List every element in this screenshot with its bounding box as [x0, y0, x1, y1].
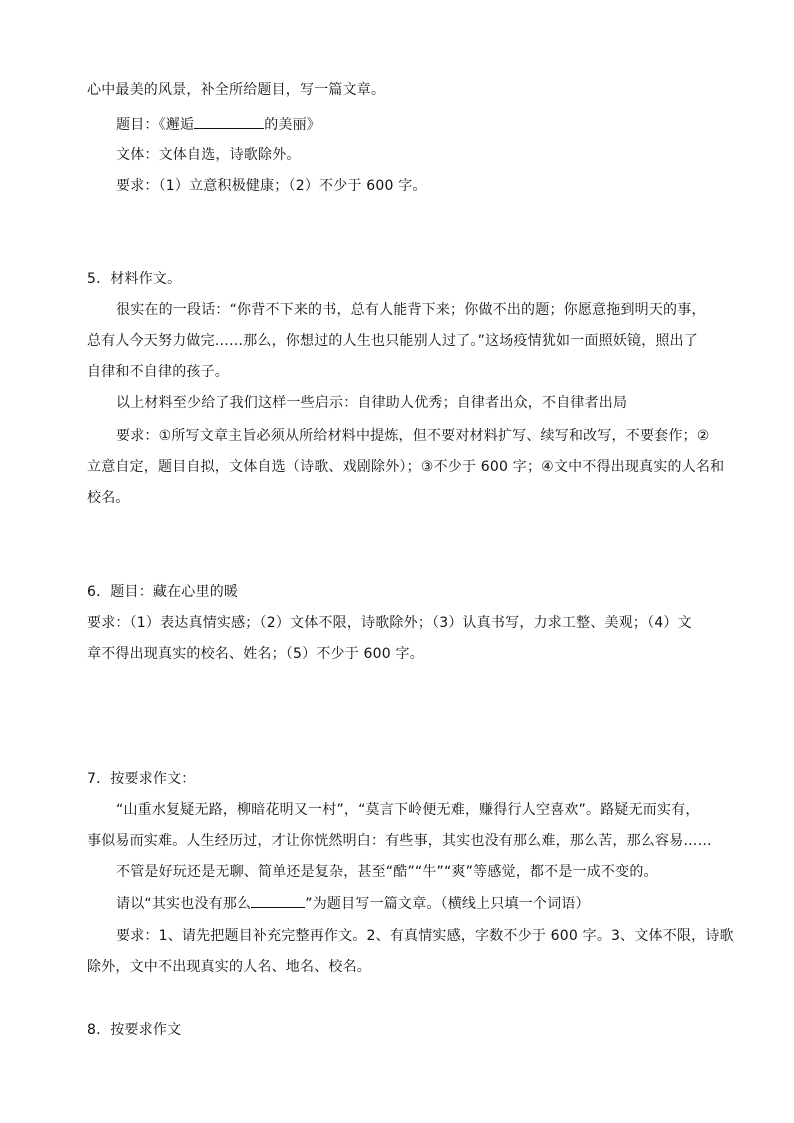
s7-para1-line2: 事似易而实难。人生经历过，才让你恍然明白：有些事，其实也没有那么难，那么苦，那么容易…… [87, 833, 712, 849]
s5-material-line3: 自律和不自律的孩子。 [87, 364, 229, 380]
s5-req-line1: 要求：①所写文章主旨必须从所给材料中提炼，但不要对材料扩写、续写和改写，不要套作；② [116, 428, 710, 444]
s5-insight: 以上材料至少给了我们这样一些启示：自律助人优秀；自律者出众，不自律者出局 [116, 395, 628, 411]
s4-intro: 心中最美的风景，补全所给题目，写一篇文章。 [87, 82, 386, 98]
s7-para2: 不管是好玩还是无聊、简单还是复杂，甚至“酷”“牛”“爽”等感觉，都不是一成不变的。 [116, 864, 658, 880]
s5-req-line2: 立意自定，题目自拟，文体自选（诗歌、戏剧除外）；③不少于 600 字；④文中不得出现真实的人名和 [87, 459, 725, 475]
s5-material-line2: 总有人今天努力做完……那么，你想过的人生也只能别人过了。”这场疫情犹如一面照妖镜，照出了 [87, 333, 699, 349]
s6-req-line2: 章不得出现真实的校名、姓名；（5）不少于 600 字。 [87, 646, 424, 662]
s7-prompt [116, 893, 716, 914]
s7-prompt-suffix: ”为题目写一篇文章。（横线上只填一个词语） [305, 896, 590, 912]
s4-title-suffix: 的美丽》 [264, 117, 322, 133]
title-blank-line [194, 114, 264, 129]
s5-material-line1: 很实在的一段话：“你背不下来的书，总有人能背下来；你做不出的题；你愿意拖到明天的事， [116, 302, 706, 318]
s6-req-line1: 要求：（1）表达真情实感；（2）文体不限，诗歌除外；（3）认真书写，力求工整、美观；（4）文 [87, 615, 692, 631]
s6-heading: 6．题目：藏在心里的暖 [87, 584, 239, 600]
s7-para1-line1: “山重水复疑无路，柳暗花明又一村”，“莫言下岭便无难，赚得行人空喜欢”。路疑无而实有， [116, 802, 700, 818]
s4-genre: 文体：文体自选，诗歌除外。 [116, 147, 301, 163]
s4-requirements: 要求：（1）立意积极健康；（2）不少于 600 字。 [116, 178, 427, 194]
s7-heading: 7．按要求作文： [87, 771, 196, 787]
s7-prompt-prefix: 请以“其实也没有那么 [116, 896, 252, 912]
prompt-blank-line [251, 893, 305, 908]
s4-title-prefix: 题目：《邂逅 [116, 117, 195, 133]
s7-req-line1: 要求：1、请先把题目补充完整再作文。2、有真情实感，字数不少于 600 字。3、文体不限，诗歌 [116, 928, 734, 944]
s7-req-line2: 除外，文中不出现真实的人名、地名、校名。 [87, 959, 371, 975]
s8-heading: 8．按要求作文 [87, 1022, 182, 1038]
s5-heading: 5．材料作文。 [87, 271, 182, 287]
s4-title [116, 114, 716, 135]
s5-req-line3: 校名。 [87, 490, 130, 506]
